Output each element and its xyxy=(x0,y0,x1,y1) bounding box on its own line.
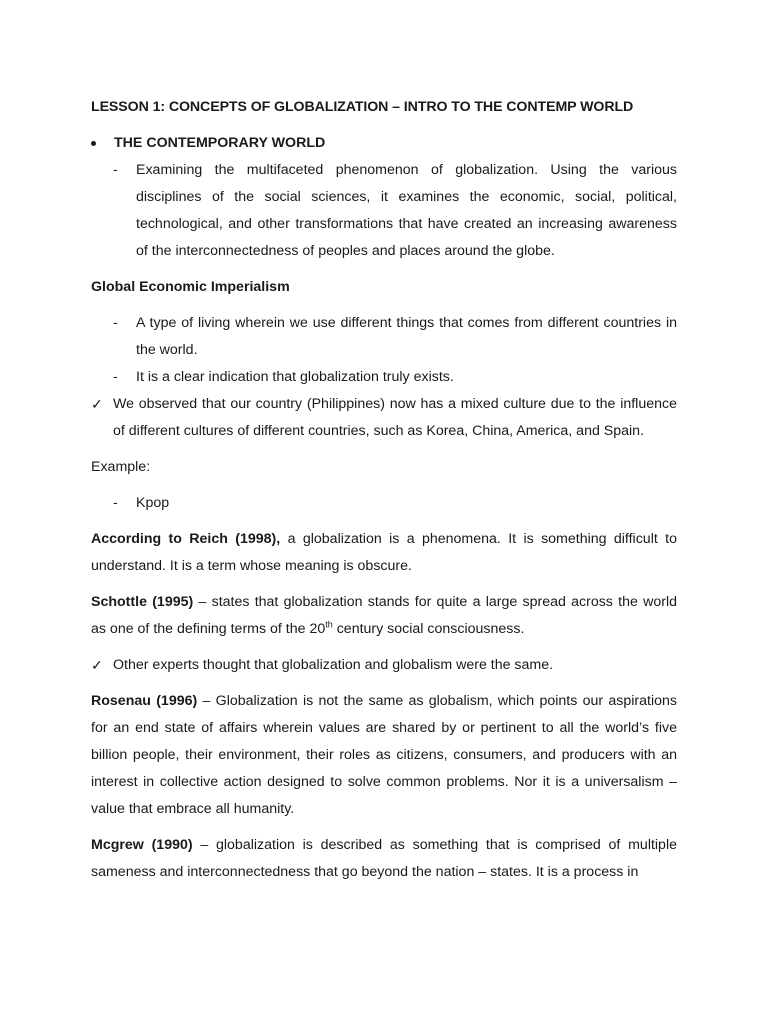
dash-item-type-of-living xyxy=(91,310,677,364)
citation-rosenau: Rosenau (1996) xyxy=(91,693,198,709)
dash-icon: - xyxy=(113,495,118,511)
paragraph-reich xyxy=(91,526,677,580)
dash-text: A type of living wherein we use different things that comes from different countries in the world. xyxy=(136,315,677,358)
checkmark-icon: ✓ xyxy=(91,657,103,673)
check-item-other-experts xyxy=(91,652,677,679)
check-text: We observed that our country (Philippines) now has a mixed culture due to the influence of different cultures of different countries, such as Korea, China, America, and Spain. xyxy=(113,396,677,439)
dash-text: Kpop xyxy=(136,495,170,511)
citation-schottle: Schottle (1995) xyxy=(91,594,194,610)
check-text: Other experts thought that globalization and globalism were the same. xyxy=(113,657,554,673)
paragraph-text: – states that globalization stands for quite a large spread across the world as one of the defining terms of the 20 xyxy=(91,594,678,637)
example-label: Example: xyxy=(91,459,151,475)
dash-item-kpop xyxy=(91,490,677,517)
dash-text: Examining the multifaceted phenomenon of globalization. Using the various disciplines of the social sciences, it examines the economic, social, political, technological, and other transformations that have created an increasing awareness of the interconnectedness of peoples and places around the globe. xyxy=(136,162,677,259)
bullet-contemporary-world xyxy=(91,130,677,157)
checkmark-icon: ✓ xyxy=(91,396,103,412)
dash-icon: - xyxy=(113,315,118,331)
paragraph-text: – globalization is described as something that is comprised of multiple sameness and interconnectedness that go beyond the nation – states. It is a process in xyxy=(91,837,677,880)
citation-reich: According to Reich (1998), xyxy=(91,531,281,547)
bullet-label: THE CONTEMPORARY WORLD xyxy=(114,135,326,151)
dash-icon: - xyxy=(113,369,118,385)
heading-global-economic-imperialism: Global Economic Imperialism xyxy=(91,279,290,295)
lesson-title: LESSON 1: CONCEPTS OF GLOBALIZATION – INTRO TO THE CONTEMP WORLD xyxy=(91,99,634,115)
dash-item-clear-indication xyxy=(91,364,677,391)
paragraph-schottle xyxy=(91,589,677,643)
dash-item-contemporary xyxy=(91,157,677,265)
bullet-icon xyxy=(91,141,96,146)
dash-icon: - xyxy=(113,162,118,178)
superscript: th xyxy=(325,619,333,630)
citation-mcgrew: Mcgrew (1990) xyxy=(91,837,193,853)
paragraph-text: – Globalization is not the same as globalism, which points our aspirations for an end state of affairs wherein values are shared by or pertinent to all the world’s five billion people, their environment, their roles as citizens, consumers, and producers with an interest in collective action designed to solve common problems. Nor it is a universalism – value that embrace all humanity. xyxy=(91,693,677,817)
paragraph-rosenau xyxy=(91,688,677,823)
paragraph-mcgrew xyxy=(91,832,677,886)
dash-text: It is a clear indication that globalization truly exists. xyxy=(136,369,454,385)
paragraph-text-end: century social consciousness. xyxy=(332,621,525,637)
check-item-mixed-culture xyxy=(91,391,677,445)
paragraph-text: a globalization is a phenomena. It is something difficult to understand. It is a term whose meaning is obscure. xyxy=(91,531,677,574)
